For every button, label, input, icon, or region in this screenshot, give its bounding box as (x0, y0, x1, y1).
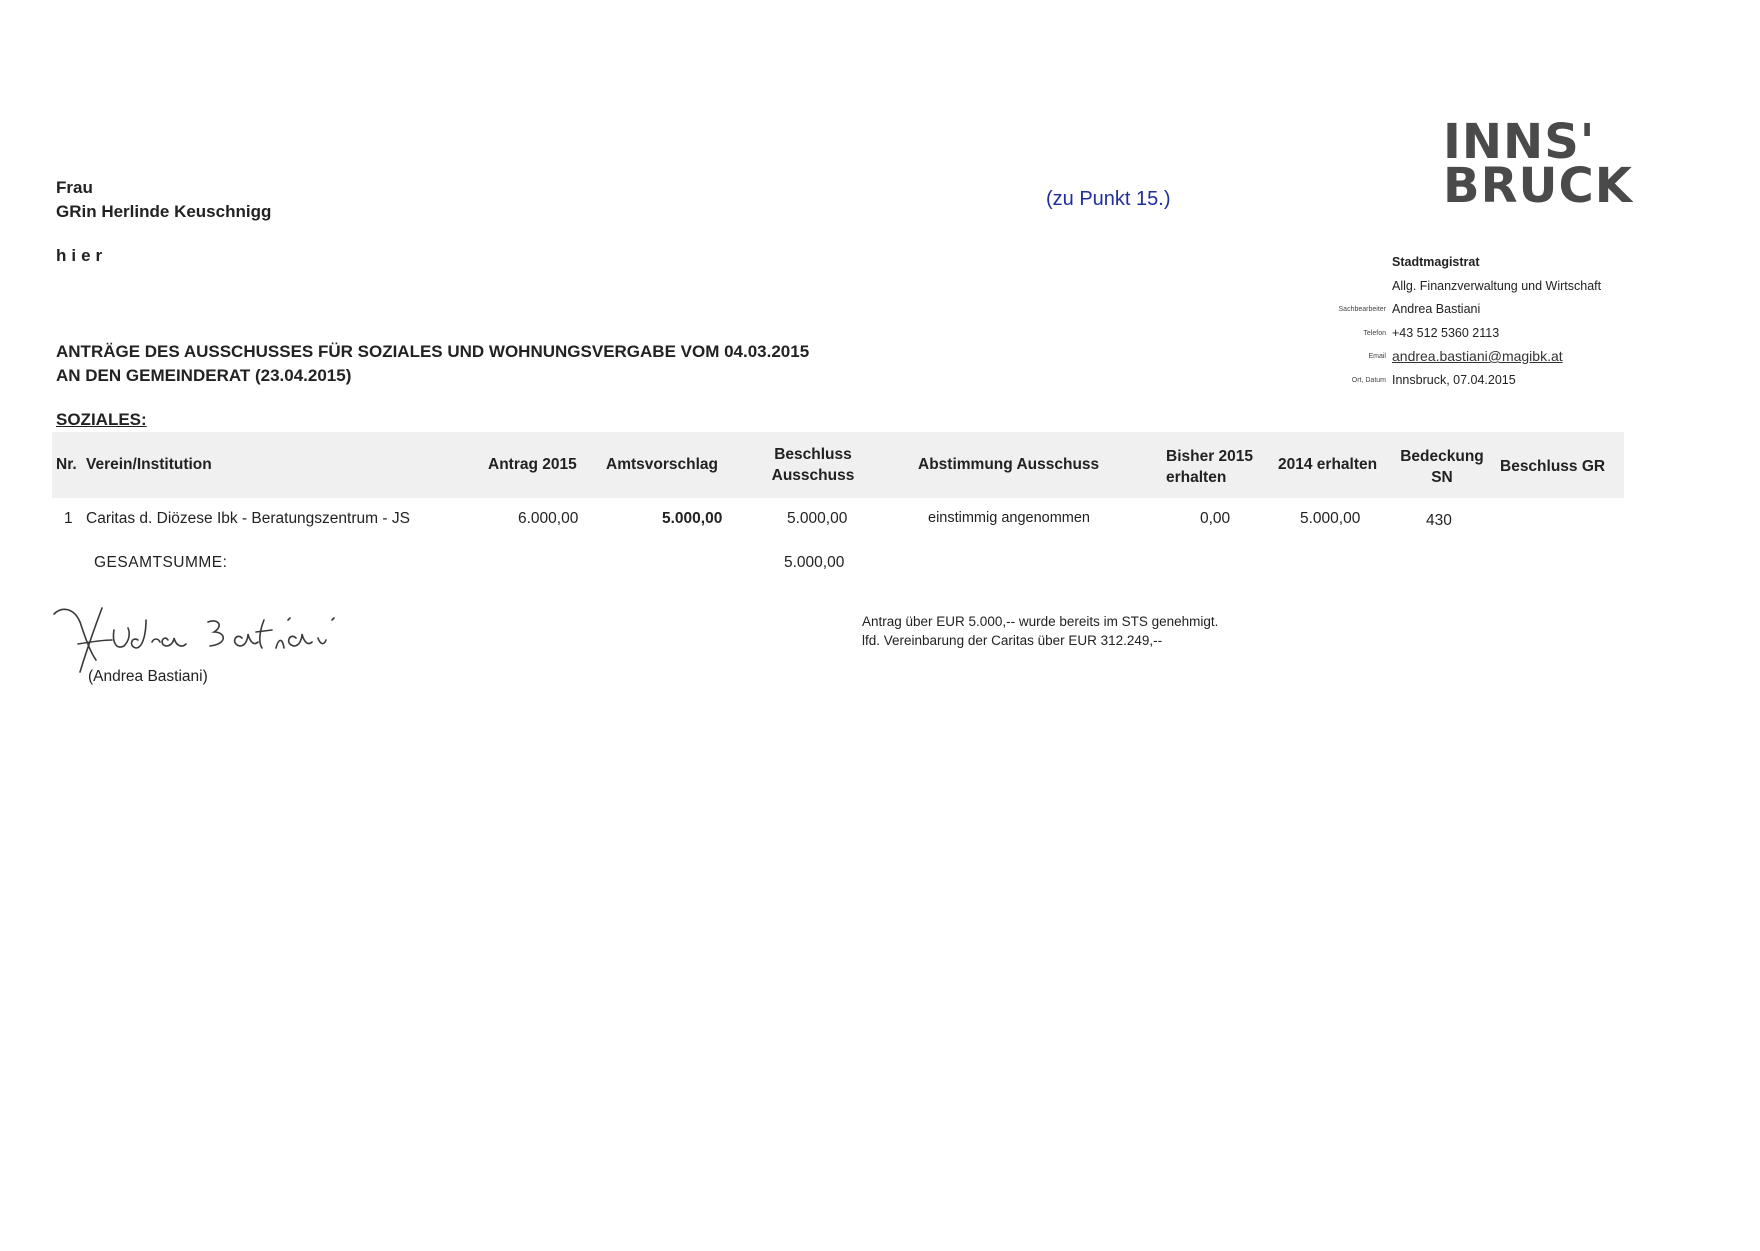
cell-verein: Caritas d. Diözese Ibk - Beratungszentrum - JS (86, 510, 410, 527)
heading-line-1: ANTRÄGE DES AUSSCHUSSES FÜR SOZIALES UND WOHNUNGSVERGABE VOM 04.03.2015 (56, 342, 810, 361)
remark-block (862, 612, 1218, 650)
email-link[interactable]: andrea.bastiani@magibk.at (1392, 348, 1563, 364)
cell-nr: 1 (64, 510, 73, 527)
cell-bisher: 0,00 (1200, 510, 1231, 527)
handler-name: Andrea Bastiani (1392, 302, 1481, 316)
section-title: SOZIALES: (56, 410, 147, 429)
header-bedeckung-line-1: Bedeckung (1400, 448, 1484, 465)
cell-bedeckung: 430 (1426, 512, 1452, 529)
handler-label: Sachbearbeiter (1338, 306, 1386, 313)
logo-line-2: BRUCK (1443, 158, 1633, 214)
heading-line-2: AN DEN GEMEINDERAT (23.04.2015) (56, 366, 352, 385)
header-bisher-line-1: Bisher 2015 (1166, 448, 1254, 465)
header-beschluss-ausschuss (760, 444, 866, 486)
org-department: Allg. Finanzverwaltung und Wirtschaft (1392, 278, 1602, 293)
recipient-location: hier (56, 246, 108, 265)
signature-printed-name: (Andrea Bastiani) (88, 668, 208, 685)
innsbruck-logo (1443, 114, 1633, 214)
cell-beschluss-ausschuss: 5.000,00 (787, 510, 848, 527)
table-header (52, 432, 1624, 498)
phone-number: +43 512 5360 2113 (1392, 325, 1500, 340)
header-abstimmung: Abstimmung Ausschuss (918, 456, 1100, 473)
recipient-salutation: Frau (56, 178, 93, 197)
header-beschluss-ausschuss-line-1: Beschluss (774, 446, 852, 463)
header-verein: Verein/Institution (86, 456, 212, 473)
header-bedeckung-line-2: SN (1431, 469, 1453, 486)
header-beschluss-gr: Beschluss GR (1500, 458, 1606, 475)
org-title: Stadtmagistrat (1392, 255, 1480, 269)
header-bedeckung (1392, 446, 1492, 488)
header-nr: Nr. (56, 456, 77, 473)
total-label: GESAMTSUMME: (94, 554, 228, 571)
recipient-name: GRin Herlinde Keuschnigg (56, 202, 272, 221)
email-label: Email (1368, 353, 1386, 360)
header-beschluss-ausschuss-line-2: Ausschuss (771, 467, 855, 484)
remark-line-1: Antrag über EUR 5.000,-- wurde bereits im STS genehmigt. (862, 614, 1219, 629)
remark-line-2: lfd. Vereinbarung der Caritas über EUR 312.249,-- (862, 633, 1163, 648)
header-bisher (1166, 446, 1274, 488)
table-row (52, 510, 1624, 534)
cell-erhalten-2014: 5.000,00 (1300, 510, 1361, 527)
total-value: 5.000,00 (784, 554, 845, 571)
place-date-label: Ort, Datum (1351, 376, 1386, 384)
recipient-block (56, 176, 271, 224)
header-amtsvorschlag: Amtsvorschlag (606, 456, 718, 473)
logo-line-1: INNS' (1443, 114, 1596, 170)
header-antrag: Antrag 2015 (488, 456, 577, 473)
place-date: Innsbruck, 07.04.2015 (1392, 372, 1516, 387)
document-heading (56, 340, 809, 388)
agenda-note: (zu Punkt 15.) (1046, 188, 1171, 210)
header-bisher-line-2: erhalten (1166, 469, 1227, 486)
total-row (52, 554, 1624, 578)
cell-amtsvorschlag: 5.000,00 (662, 510, 723, 527)
header-erhalten-2014: 2014 erhalten (1278, 456, 1378, 473)
cell-abstimmung: einstimmig angenommen (928, 510, 1090, 526)
organization-block (1290, 251, 1630, 392)
cell-antrag: 6.000,00 (518, 510, 579, 527)
phone-label: Telefon (1363, 329, 1386, 337)
